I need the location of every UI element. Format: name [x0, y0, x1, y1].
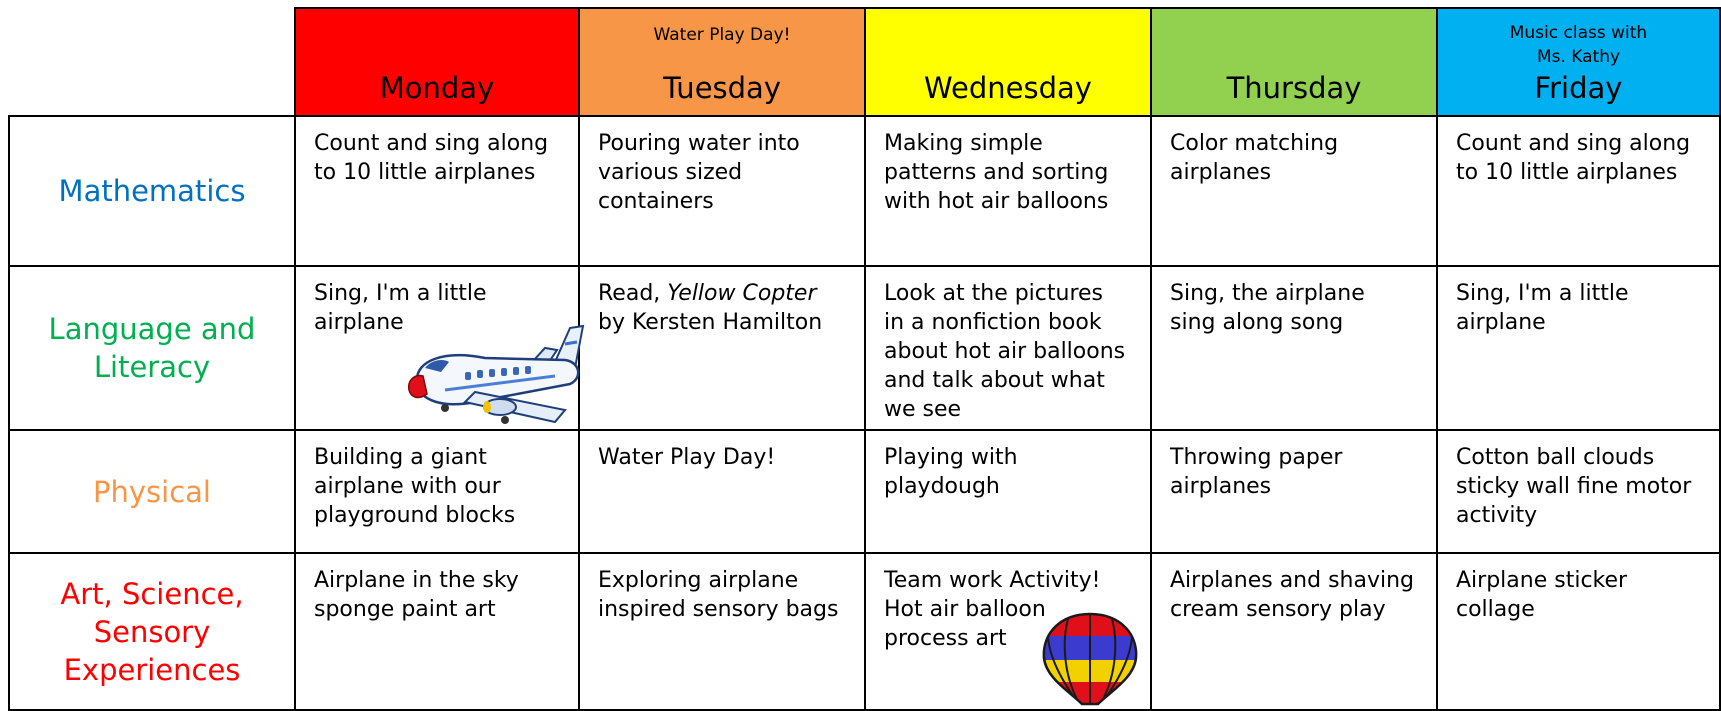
activity-art-thursday: Airplanes and shaving cream sensory play [1150, 552, 1438, 711]
activity-physical-wednesday: Playing with playdough [864, 429, 1152, 554]
subject-label: Language and Literacy [48, 312, 256, 384]
day-name: Friday [1534, 71, 1623, 105]
read-prefix: Read, [598, 281, 668, 306]
subject-label: Mathematics [58, 174, 246, 208]
activity-art-wednesday: Team work Activity! Hot air balloon process art [864, 552, 1152, 711]
day-header-monday [294, 7, 580, 117]
subject-physical [8, 429, 296, 554]
activity-math-tuesday: Pouring water into various sized containers [578, 115, 866, 267]
activity-art-friday: Airplane sticker collage [1436, 552, 1721, 711]
day-header-tuesday [578, 7, 866, 117]
day-header-wednesday [864, 7, 1152, 117]
activity-math-wednesday: Making simple patterns and sorting with hot air balloons [864, 115, 1152, 267]
day-header-friday [1436, 7, 1721, 117]
day-name: Tuesday [663, 71, 781, 105]
activity-art-tuesday: Exploring airplane inspired sensory bags [578, 552, 866, 711]
activity-language-monday: Sing, I'm a little airplane [294, 265, 580, 431]
day-name: Thursday [1226, 71, 1362, 105]
activity-language-friday: Sing, I'm a little airplane [1436, 265, 1721, 431]
airplane-icon [405, 310, 590, 430]
hot-air-balloon-icon [1040, 612, 1140, 711]
activity-language-tuesday [578, 265, 866, 431]
subject-language-literacy [8, 265, 296, 431]
subject-label: Physical [93, 474, 211, 509]
subject-art-science-sensory [8, 552, 296, 711]
subject-mathematics [8, 115, 296, 267]
activity-physical-friday: Cotton ball clouds sticky wall fine motor activity [1436, 429, 1721, 554]
day-name: Monday [379, 71, 495, 105]
activity-math-friday: Count and sing along to 10 little airplanes [1436, 115, 1721, 267]
subject-label: Art, Science, Sensory Experiences [60, 576, 244, 687]
day-note: Water Play Day! [653, 25, 791, 45]
day-header-thursday [1150, 7, 1438, 117]
activity-math-thursday: Color matching airplanes [1150, 115, 1438, 267]
activity-language-wednesday: Look at the pictures in a nonfiction book about hot air balloons and talk about what we see [864, 265, 1152, 431]
activity-math-monday: Count and sing along to 10 little airplanes [294, 115, 580, 267]
book-author: by Kersten Hamilton [598, 310, 823, 335]
activity-art-monday: Airplane in the sky sponge paint art [294, 552, 580, 711]
activity-physical-thursday: Throwing paper airplanes [1150, 429, 1438, 554]
book-title: Yellow Copter [667, 281, 817, 306]
day-name: Wednesday [924, 71, 1092, 105]
activity-physical-monday: Building a giant airplane with our playground blocks [294, 429, 580, 554]
day-note: Music class with Ms. Kathy [1509, 23, 1648, 67]
activity-physical-tuesday: Water Play Day! [578, 429, 866, 554]
activity-language-thursday: Sing, the airplane sing along song [1150, 265, 1438, 431]
